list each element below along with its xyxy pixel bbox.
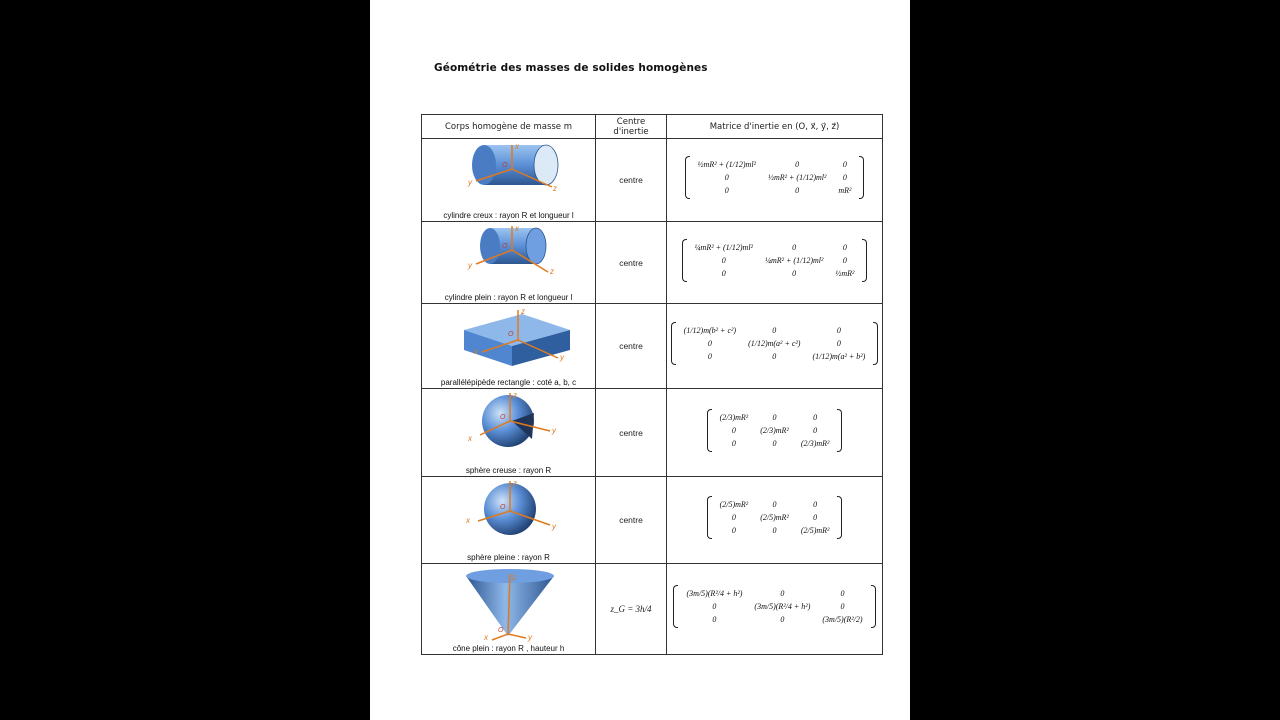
table-row [422,564,883,655]
axis-z-label: z [550,267,554,276]
table-row [422,304,883,389]
header-centre-line1: Centre [616,116,646,127]
axis-z-label: z [553,184,557,193]
matrix-cell [667,564,883,655]
table-header-row [422,115,883,139]
inertia-table [421,114,883,655]
inertia-matrix: ½mR² + (1/12)ml² 0 0 0 ½mR² + (1/12)ml² 0 0 0 mR² [685,156,865,199]
centre-formula: z_G = 3h/4 [610,604,652,614]
axis-x-label: x [474,347,478,356]
axis-y-label: y [552,522,556,531]
centre-cell: centre [596,304,667,389]
inertia-matrix: (1/12)m(b² + c²) 0 0 0 (1/12)m(a² + c²) 0 0 0 (1/12)m(a² + b²) [671,322,879,365]
header-matrix: Matrice d'inertie en (O, x⃗, y⃗, z⃗) [667,115,883,139]
matrix-cell [667,389,883,477]
origin-label: O [508,331,514,338]
table-row [422,222,883,304]
axis-x-label: x [484,633,488,642]
centre-cell: centre [596,389,667,477]
inertia-matrix: (2/5)mR² 0 0 0 (2/5)mR² 0 0 0 (2/5)mR² [707,496,843,539]
origin-label: O [498,627,504,634]
axis-z-label: z [521,307,525,316]
body-cell [422,139,596,222]
page-title: Géométrie des masses de solides homogènes [434,62,708,74]
origin-label: O [500,504,506,511]
inertia-matrix: (3m/5)(R²/4 + h²) 0 0 0 (3m/5)(R²/4 + h²) 0 0 0 (3m/5)(R²/2) [673,585,875,628]
table-row [422,139,883,222]
axis-x-label: x [468,434,472,443]
body-caption: cône plein : rayon R , hauteur h [452,644,565,653]
header-centre [596,115,667,139]
axis-x-label: x [515,224,519,233]
body-caption: sphère pleine : rayon R [467,553,550,562]
body-caption: cylindre creux : rayon R et longueur l [443,211,574,220]
axis-z-label: z [512,573,516,582]
table-row [422,477,883,564]
body-caption: sphère creuse : rayon R [465,466,552,475]
axis-x-line [492,634,508,640]
body-cell [422,564,596,655]
cylinder-end-right [526,228,546,264]
centre-cell: centre [596,222,667,304]
body-cell [422,304,596,389]
header-centre-line2: d'inertie [613,126,649,137]
body-cell [422,477,596,564]
axis-y-label: y [468,261,472,270]
solid-cylinder-figure [422,222,596,304]
axis-y-line [508,634,526,638]
matrix-cell [667,477,883,564]
inertia-matrix: (2/3)mR² 0 0 0 (2/3)mR² 0 0 0 (2/3)mR² [707,409,843,452]
hollow-cylinder-figure [422,139,596,222]
body-cell [422,389,596,477]
header-body: Corps homogène de masse m [422,115,596,139]
table-row [422,389,883,477]
solid-sphere-figure [422,477,596,564]
axis-y-label: y [560,353,564,362]
axis-y-label: y [528,633,532,642]
body-cell [422,222,596,304]
matrix-cell [667,304,883,389]
matrix-cell [667,139,883,222]
body-caption: cylindre plein : rayon R et longueur l [444,293,573,302]
matrix-cell [667,222,883,304]
box-figure [422,304,596,389]
body-caption: parallélépipède rectangle : coté a, b, c [440,378,577,387]
cylinder-end-right [534,145,558,185]
hollow-sphere-figure [422,389,596,477]
centre-cell [596,564,667,655]
axis-z-label: z [513,479,517,488]
axis-y-label: y [468,178,472,187]
origin-label: O [502,162,508,169]
document-page [370,0,910,720]
axis-z-label: z [513,391,517,400]
origin-label: O [502,243,508,250]
axis-x-label: x [515,142,519,151]
axis-y-label: y [552,426,556,435]
origin-label: O [500,414,506,421]
inertia-matrix: ¼mR² + (1/12)ml² 0 0 0 ¼mR² + (1/12)ml² 0 0 0 ½mR² [682,239,868,282]
centre-cell: centre [596,477,667,564]
axis-x-label: x [466,516,470,525]
centre-cell: centre [596,139,667,222]
cone-figure [422,564,596,655]
